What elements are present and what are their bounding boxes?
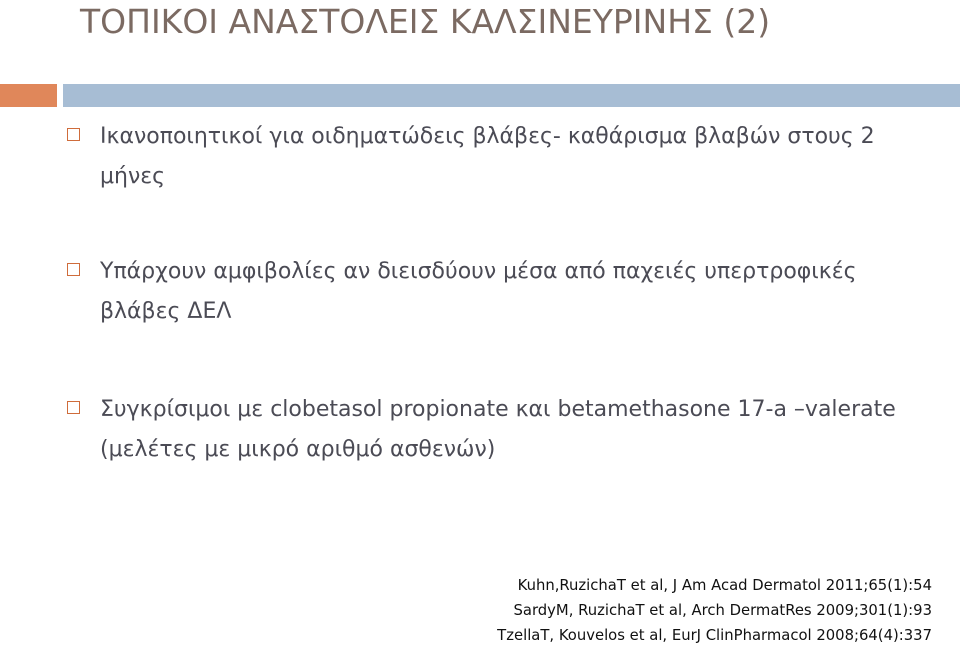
bullet-item-2 [100, 252, 930, 332]
square-bullet-icon [67, 401, 80, 414]
bullet-text: Συγκρίσιμοι με clobetasol propionate και betamethasone 17-a –valerate (μελέτες με μικρό αριθμό ασθενών) [100, 397, 896, 462]
accent-bar-blue [63, 84, 960, 107]
accent-bar-orange [0, 84, 57, 107]
bullet-text: Υπάρχουν αμφιβολίες αν διεισδύουν μέσα από παχειές υπερτροφικές βλάβες ΔΕΛ [100, 259, 857, 324]
slide-title: ΤΟΠΙΚΟΙ ΑΝΑΣΤΟΛΕΙΣ ΚΑΛΣΙΝΕΥΡΙΝΗΣ (2) [80, 2, 771, 41]
references [312, 573, 932, 648]
bullet-item-3 [100, 390, 930, 470]
reference-line: SardyM, RuzichaT et al, Arch DermatRes 2009;301(1):93 [513, 602, 932, 619]
reference-line: Kuhn,RuzichaT et al, J Am Acad Dermatol 2011;65(1):54 [517, 577, 932, 594]
reference-line: TzellaT, Kouvelos et al, EurJ ClinPharmacol 2008;64(4):337 [497, 627, 932, 644]
square-bullet-icon [67, 263, 80, 276]
bullet-text: Ικανοποιητικοί για οιδηματώδεις βλάβες- καθάρισμα βλαβών στους 2 μήνες [100, 124, 875, 189]
square-bullet-icon [67, 128, 80, 141]
bullet-item-1 [100, 117, 930, 197]
